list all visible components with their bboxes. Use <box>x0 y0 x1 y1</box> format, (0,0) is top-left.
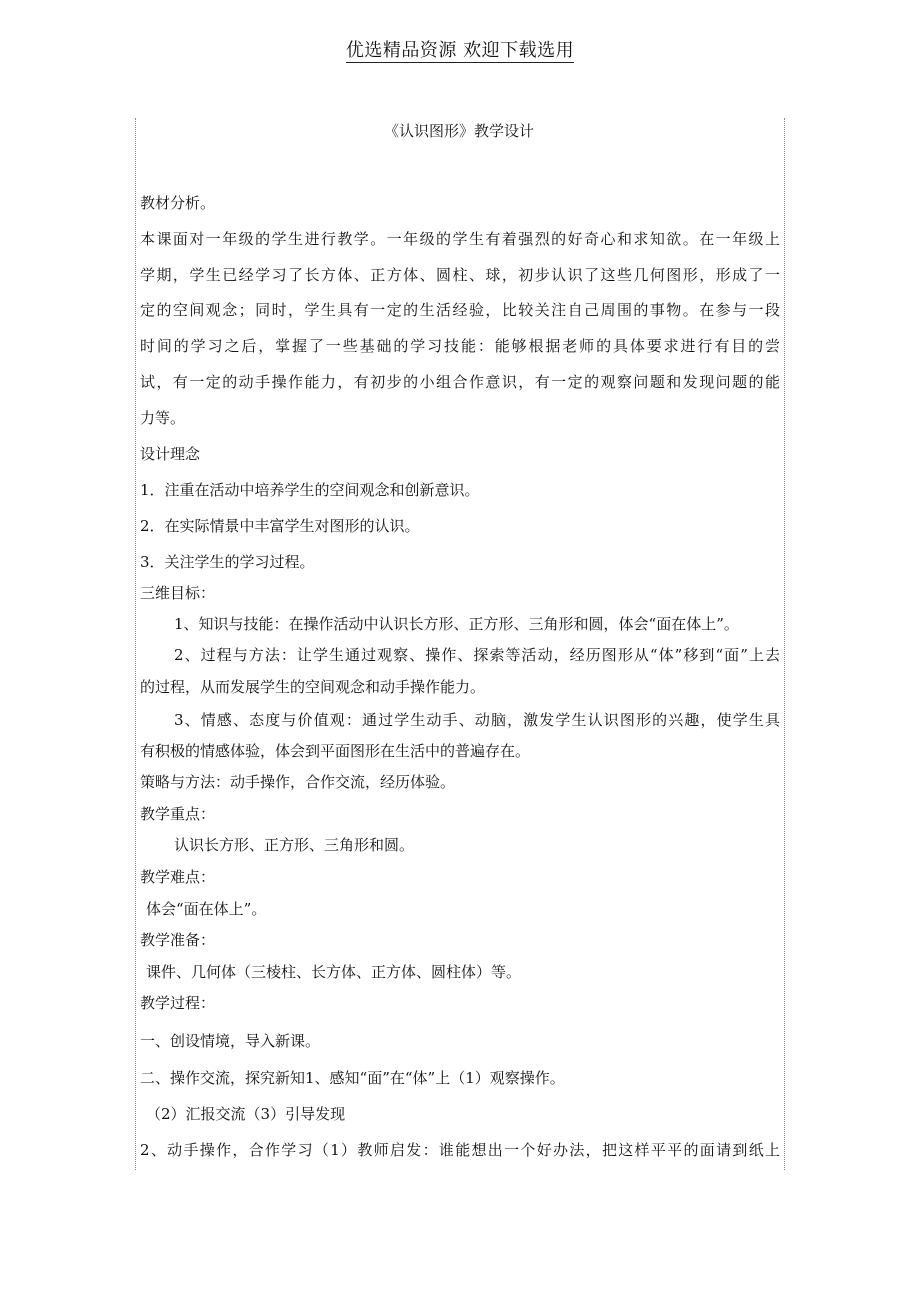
paragraph-line: 课件、几何体（三棱柱、长方体、正方体、圆柱体）等。 <box>146 963 522 981</box>
section-heading: 教学重点： <box>140 805 216 823</box>
section-heading: 教学难点： <box>140 868 216 886</box>
paragraph-line: 一、创设情境，导入新课。 <box>140 1032 321 1050</box>
paragraph-line: 策略与方法：动手操作，合作交流，经历体验。 <box>140 773 456 791</box>
list-item: 2．在实际情景中丰富学生对图形的认识。 <box>140 517 420 535</box>
paragraph-line: 的过程，从而发展学生的空间观念和动手操作能力。 <box>140 678 486 696</box>
page-header <box>0 36 920 62</box>
list-item: 3、情感、态度与价值观：通过学生动手、动脑，激发学生认识图形的兴趣，使学生具 <box>174 711 780 729</box>
list-item: 1、知识与技能：在操作活动中认识长方形、正方形、三角形和圆，体会“面在体上”。 <box>174 615 739 633</box>
section-heading: 教学准备： <box>140 931 216 949</box>
paragraph-line: （2）汇报交流（3）引导发现 <box>146 1105 346 1123</box>
paragraph-line: 认识长方形、正方形、三角形和圆。 <box>174 836 415 854</box>
paragraph-line: 试，有一定的动手操作能力，有初步的小组合作意识，有一定的观察问题和发现问题的能 <box>140 373 780 391</box>
paragraph-line: 力等。 <box>140 409 186 427</box>
paragraph-line: 2、动手操作，合作学习（1）教师启发：谁能想出一个好办法，把这样平平的面请到纸上 <box>140 1141 780 1159</box>
list-item: 1．注重在活动中培养学生的空间观念和创新意识。 <box>140 481 480 499</box>
paragraph-line: 时间的学习之后，掌握了一些基础的学习技能：能够根据老师的具体要求进行有目的尝 <box>140 337 780 355</box>
list-item: 3．关注学生的学习过程。 <box>140 553 315 571</box>
paragraph-line: 本课面对一年级的学生进行教学。一年级的学生有着强烈的好奇心和求知欲。在一年级上 <box>140 230 780 248</box>
header-text: 优选精品资源 欢迎下载选用 <box>345 40 575 61</box>
section-heading: 教学过程： <box>140 994 216 1012</box>
paragraph-line: 定的空间观念；同时，学生具有一定的生活经验，比较关注自己周围的事物。在参与一段 <box>140 301 780 319</box>
paragraph-line: 二、操作交流，探究新知1、感知“面”在“体”上（1）观察操作。 <box>140 1069 565 1087</box>
paragraph-line: 教材分析。 <box>140 194 216 212</box>
paragraph-line: 体会“面在体上”。 <box>146 900 267 918</box>
paragraph-line: 有积极的情感体验，体会到平面图形在生活中的普遍存在。 <box>140 742 531 760</box>
section-heading: 三维目标： <box>140 584 216 602</box>
section-heading: 设计理念 <box>140 445 201 463</box>
paragraph-line: 学期，学生已经学习了长方体、正方体、圆柱、球，初步认识了这些几何图形，形成了一 <box>140 266 780 284</box>
document-title: 《认识图形》教学设计 <box>383 122 534 140</box>
list-item: 2、过程与方法：让学生通过观察、操作、探索等活动，经历图形从“体”移到“面”上去 <box>174 646 780 664</box>
